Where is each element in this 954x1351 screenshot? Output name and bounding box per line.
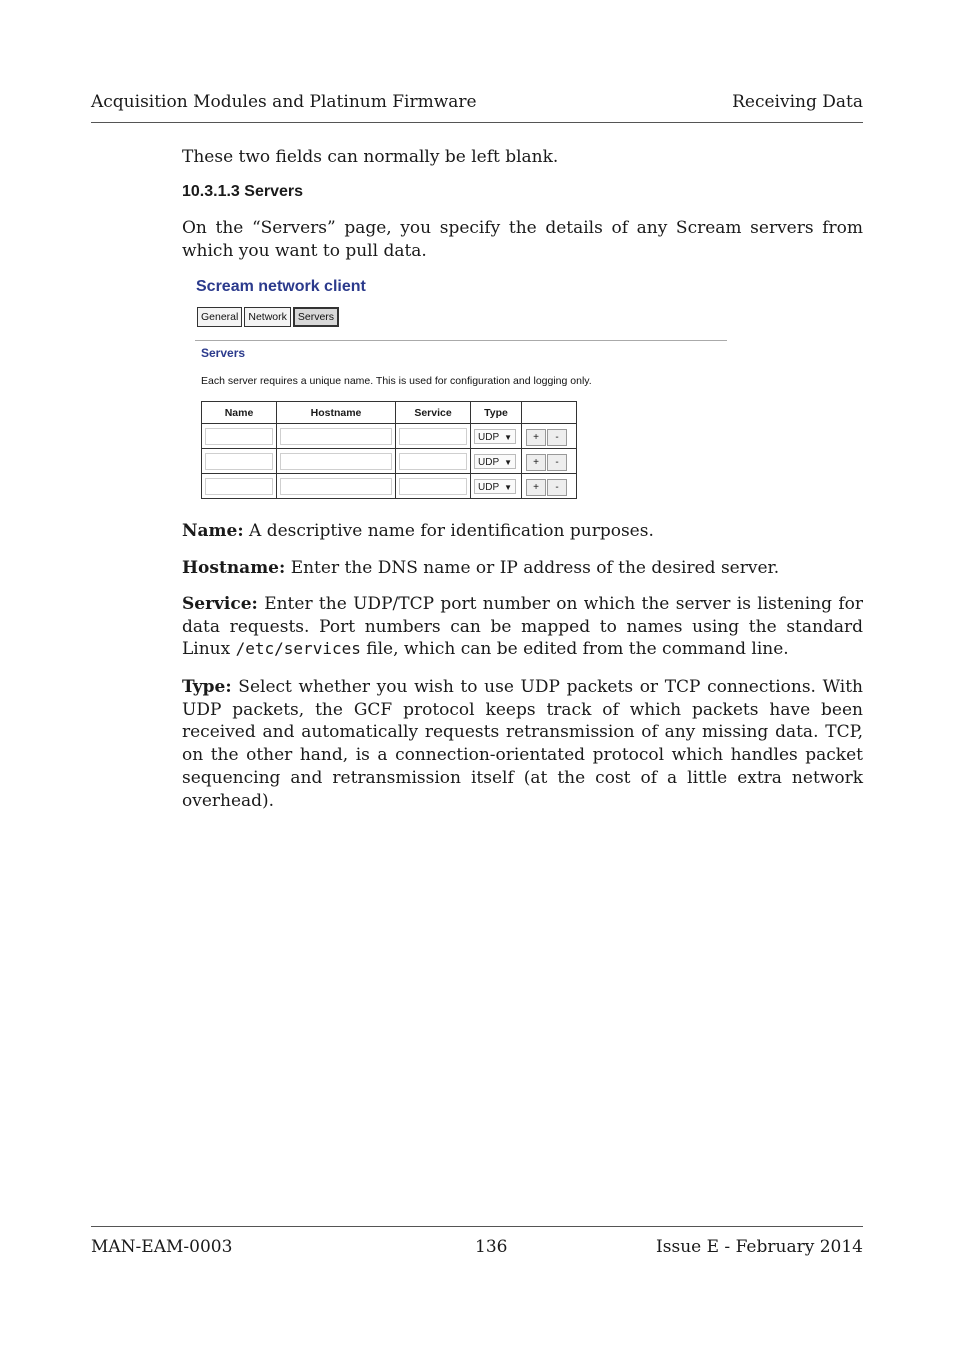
tab-bar bbox=[197, 307, 339, 327]
hostname-term: Hostname: bbox=[182, 558, 286, 578]
tab-network[interactable]: Network bbox=[244, 307, 291, 327]
table-row bbox=[202, 449, 577, 474]
servers-table bbox=[201, 401, 577, 499]
col-actions bbox=[522, 402, 577, 424]
header-right: Receiving Data bbox=[732, 92, 863, 112]
name-term: Name: bbox=[182, 521, 244, 541]
issue-date: Issue E - February 2014 bbox=[656, 1237, 863, 1257]
type-value: UDP bbox=[478, 456, 500, 468]
service-definition bbox=[182, 593, 863, 661]
document-id: MAN-EAM-0003 bbox=[91, 1237, 233, 1257]
service-text-1: Enter the UDP/TCP port number on which the server is listening for data requests. Port numbers can be mapped to names using the standard Linux bbox=[182, 594, 863, 660]
chevron-down-icon: ▼ bbox=[504, 482, 512, 492]
hostname-input[interactable] bbox=[280, 453, 392, 470]
col-service: Service bbox=[396, 402, 471, 424]
servers-section-title: Servers bbox=[201, 346, 246, 360]
divider bbox=[195, 340, 727, 341]
type-text: Select whether you wish to use UDP packets or TCP connections. With UDP packets, the GCF protocol keeps track of which packets have been received and automatically requests retransmission of any missing data. TCP, on the other hand, is a connection-orientated protocol which handles packet sequencing and retransmission itself (at the cost of a little extra network overhead). bbox=[182, 677, 863, 811]
name-input[interactable] bbox=[205, 453, 273, 470]
type-term: Type: bbox=[182, 677, 232, 697]
name-text: A descriptive name for identification purposes. bbox=[249, 521, 654, 541]
type-select[interactable] bbox=[474, 479, 516, 494]
col-hostname: Hostname bbox=[277, 402, 396, 424]
remove-row-button[interactable]: - bbox=[547, 479, 567, 496]
tab-servers[interactable]: Servers bbox=[293, 307, 339, 327]
section-heading: 10.3.1.3 Servers bbox=[182, 183, 303, 200]
name-definition bbox=[182, 520, 863, 543]
col-name: Name bbox=[202, 402, 277, 424]
name-input[interactable] bbox=[205, 478, 273, 495]
type-definition bbox=[182, 676, 863, 812]
add-row-button[interactable]: + bbox=[526, 479, 546, 496]
service-input[interactable] bbox=[399, 453, 467, 470]
service-term: Service: bbox=[182, 594, 258, 614]
intro-paragraph: These two fields can normally be left blank. bbox=[182, 147, 559, 167]
hostname-text: Enter the DNS name or IP address of the desired server. bbox=[290, 558, 780, 578]
page-header bbox=[91, 90, 863, 123]
hostname-input[interactable] bbox=[280, 428, 392, 445]
remove-row-button[interactable]: - bbox=[547, 454, 567, 471]
remove-row-button[interactable]: - bbox=[547, 429, 567, 446]
type-select[interactable] bbox=[474, 454, 516, 469]
add-row-button[interactable]: + bbox=[526, 454, 546, 471]
page-number: 136 bbox=[475, 1237, 508, 1257]
hostname-definition bbox=[182, 557, 863, 580]
table-header-row bbox=[202, 402, 577, 424]
type-value: UDP bbox=[478, 431, 500, 443]
header-left: Acquisition Modules and Platinum Firmware bbox=[91, 92, 477, 112]
page-footer bbox=[91, 1226, 863, 1257]
tab-general[interactable]: General bbox=[197, 307, 242, 327]
name-input[interactable] bbox=[205, 428, 273, 445]
servers-note: Each server requires a unique name. This is used for configuration and logging only. bbox=[201, 375, 592, 387]
panel-title: Scream network client bbox=[196, 278, 366, 295]
type-select[interactable] bbox=[474, 429, 516, 444]
hostname-input[interactable] bbox=[280, 478, 392, 495]
table-row bbox=[202, 424, 577, 449]
service-input[interactable] bbox=[399, 428, 467, 445]
chevron-down-icon: ▼ bbox=[504, 432, 512, 442]
type-value: UDP bbox=[478, 481, 500, 493]
service-text-2: file, which can be edited from the command line. bbox=[366, 639, 789, 660]
service-input[interactable] bbox=[399, 478, 467, 495]
screenshot-panel bbox=[189, 272, 729, 504]
table-row bbox=[202, 474, 577, 499]
servers-paragraph: On the “Servers” page, you specify the details of any Scream servers from which you want to pull data. bbox=[182, 218, 863, 261]
add-row-button[interactable]: + bbox=[526, 429, 546, 446]
services-path: /etc/services bbox=[235, 639, 361, 659]
col-type: Type bbox=[471, 402, 522, 424]
chevron-down-icon: ▼ bbox=[504, 457, 512, 467]
